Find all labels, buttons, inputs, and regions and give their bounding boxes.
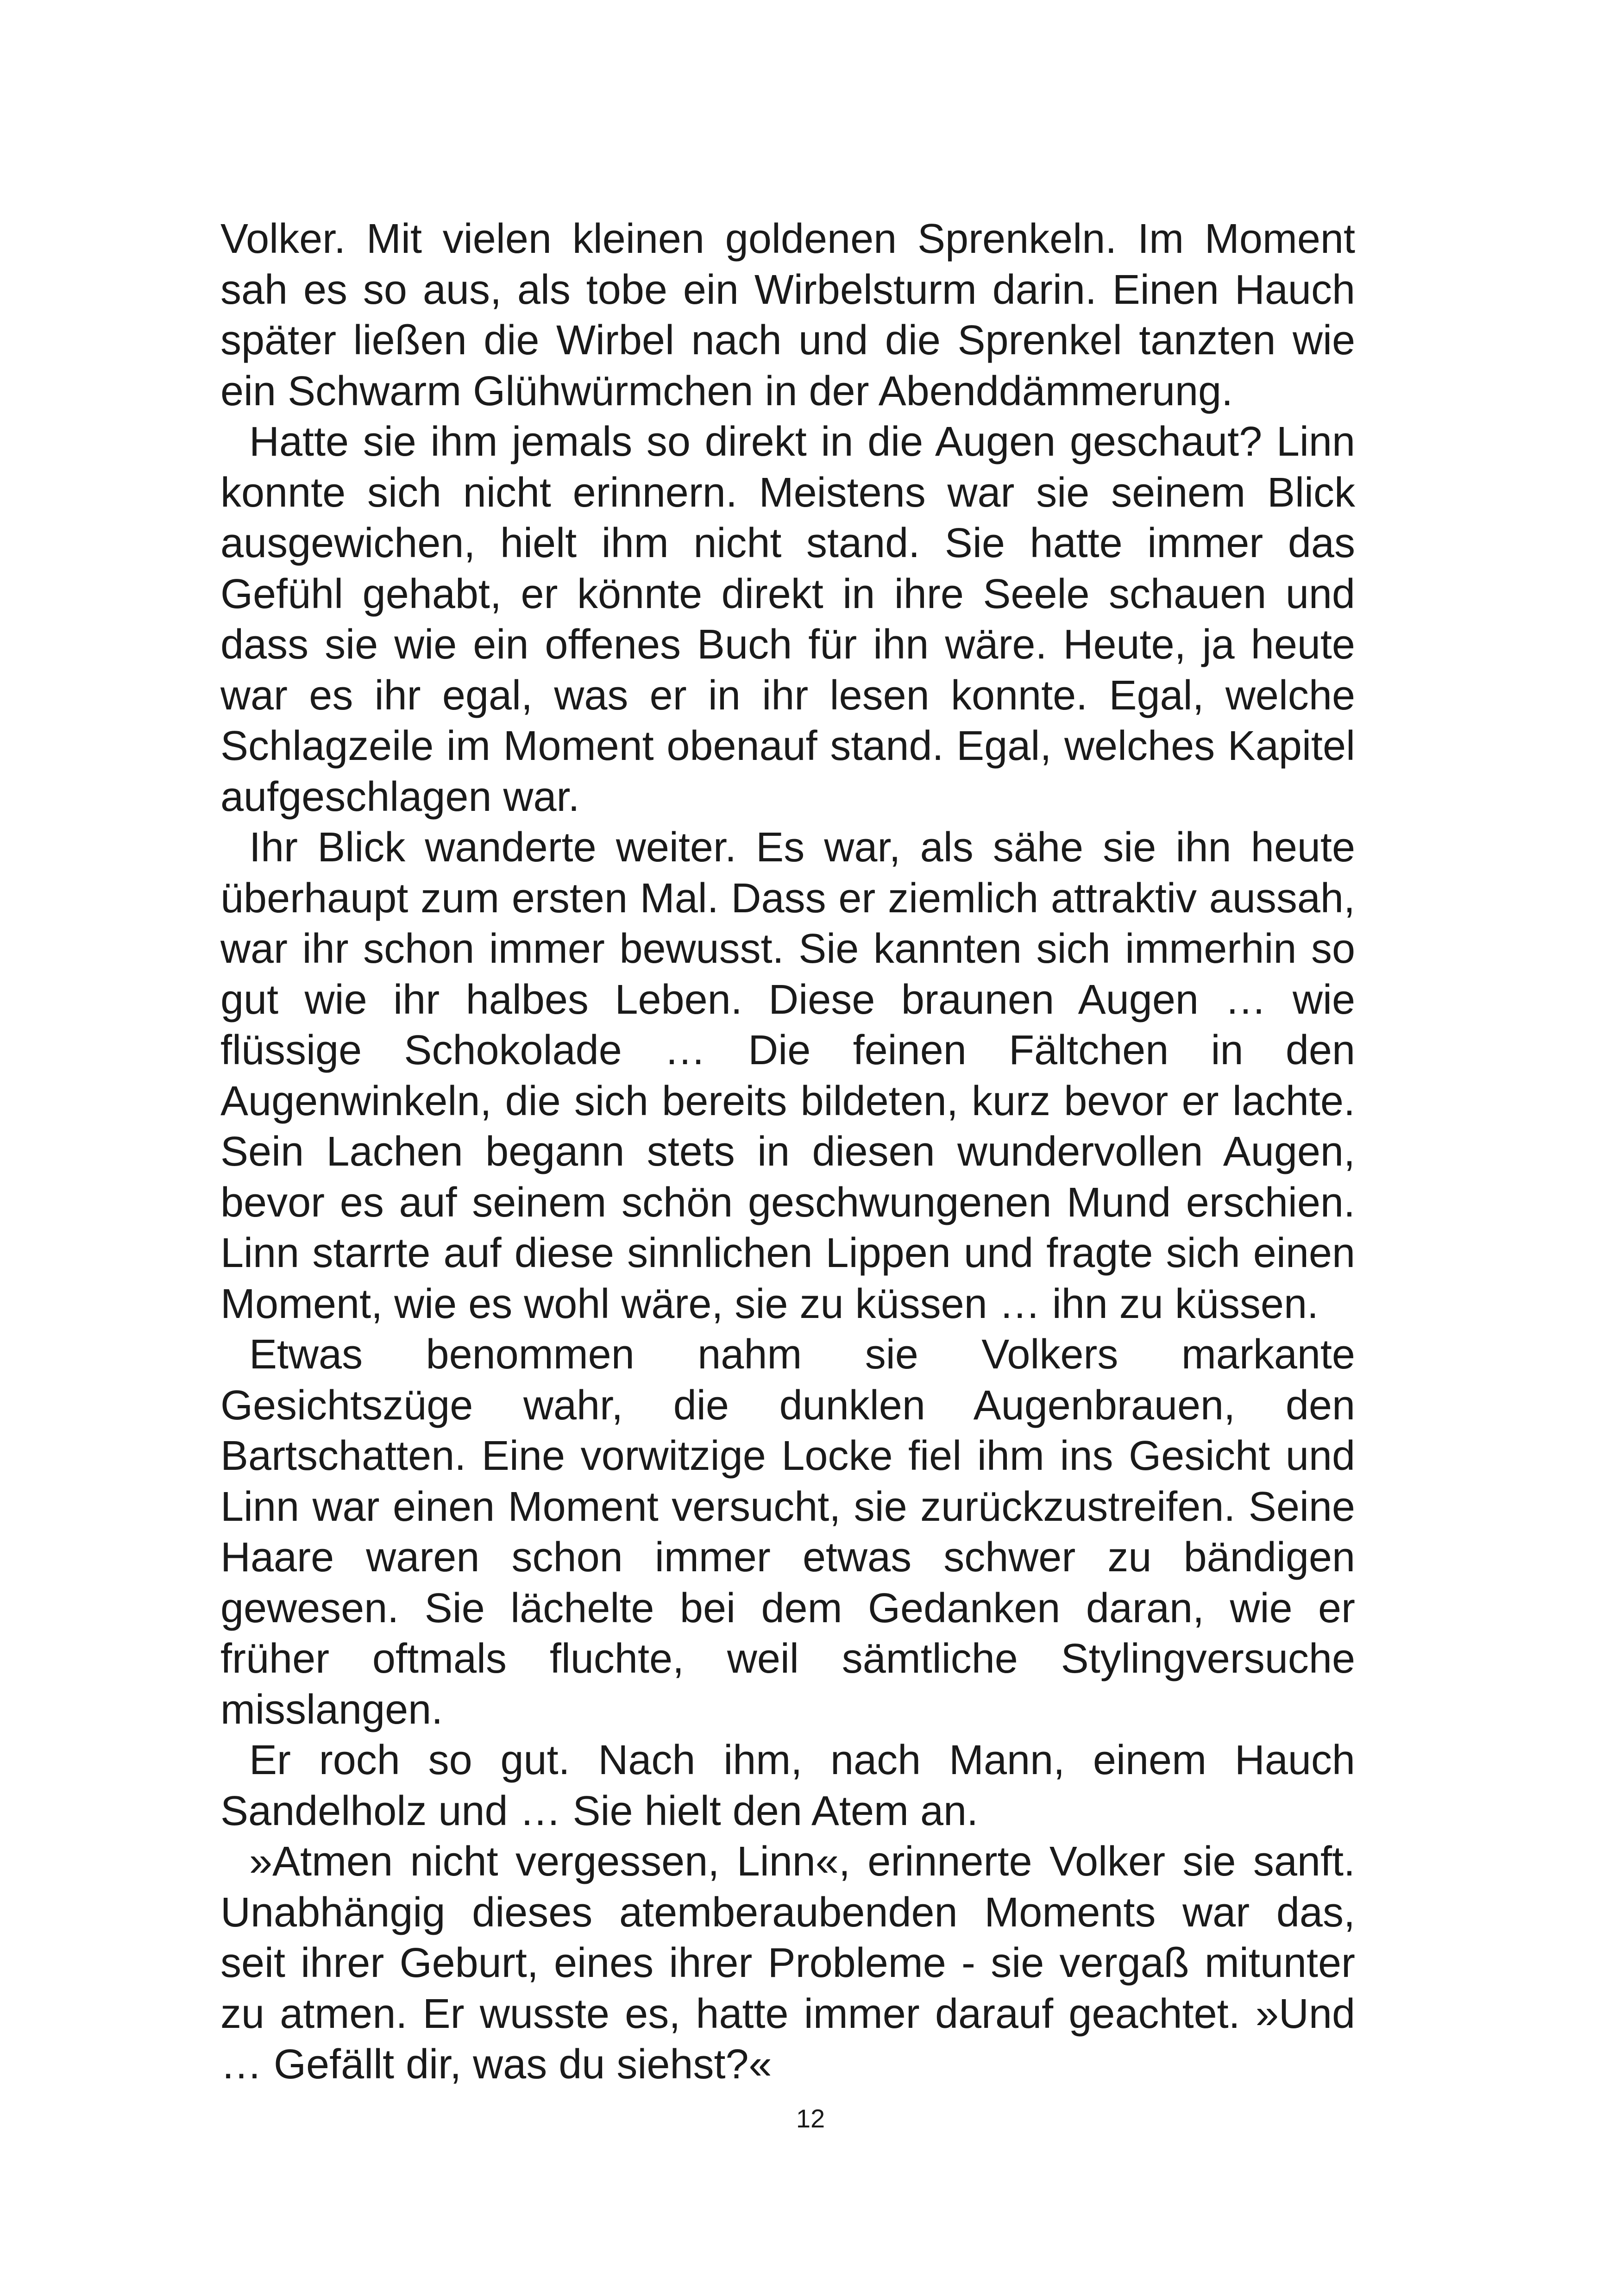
- paragraph: »Atmen nicht vergessen, Linn«, erinnerte Volker sie sanft. Unabhängig dieses atemberaubenden Moments war das, seit ihrer Geburt, eines ihrer Probleme - sie vergaß mitunter zu atmen. Er wusste es, hatte immer darauf geachtet. »Und … Gefällt dir, was du siehst?«: [220, 1838, 1355, 2088]
- body-text: [220, 214, 1355, 2090]
- paragraph: Er roch so gut. Nach ihm, nach Mann, einem Hauch Sandelholz und … Sie hielt den Atem an.: [220, 1737, 1355, 1834]
- paragraph: Hatte sie ihm jemals so direkt in die Augen geschaut? Linn konnte sich nicht erinnern. Meistens war sie seinem Blick ausgewichen, hielt ihm nicht stand. Sie hatte immer das Gefühl gehabt, er könnte direkt in ihre Seele schauen und dass sie wie ein offenes Buch für ihn wäre. Heute, ja heute war es ihr egal, was er in ihr lesen konnte. Egal, welche Schlagzeile im Moment obenauf stand. Egal, welches Kapitel aufgeschlagen war.: [220, 419, 1355, 820]
- paragraph: Ihr Blick wanderte weiter. Es war, als sähe sie ihn heute überhaupt zum ersten Mal. Dass er ziemlich attraktiv aussah, war ihr schon immer bewusst. Sie kannten sich immerhin so gut wie ihr halbes Leben. Diese braunen Augen … wie flüssige Schokolade … Die feinen Fältchen in den Augenwinkeln, die sich bereits bildeten, kurz bevor er lachte. Sein Lachen begann stets in diesen wundervollen Augen, bevor es auf seinem schön geschwungenen Mund erschien. Linn starrte auf diese sinnlichen Lippen und fragte sich einen Moment, wie es wohl wäre, sie zu küssen … ihn zu küssen.: [220, 824, 1355, 1327]
- paragraph: Etwas benommen nahm sie Volkers markante Gesichtszüge wahr, die dunklen Augenbrauen, den Bartschatten. Eine vorwitzige Locke fiel ihm ins Gesicht und Linn war einen Moment versucht, sie zurückzustreifen. Seine Haare waren schon immer etwas schwer zu bändigen gewesen. Sie lächelte bei dem Gedanken daran, wie er früher oftmals fluchte, weil sämtliche Stylingversuche misslangen.: [220, 1331, 1355, 1733]
- paragraph: Volker. Mit vielen kleinen goldenen Sprenkeln. Im Moment sah es so aus, als tobe ein Wirbelsturm darin. Einen Hauch später ließen die Wirbel nach und die Sprenkel tanzten wie ein Schwarm Glühwürmchen in der Abenddämmerung.: [220, 216, 1355, 414]
- page-number: 12: [796, 2104, 825, 2133]
